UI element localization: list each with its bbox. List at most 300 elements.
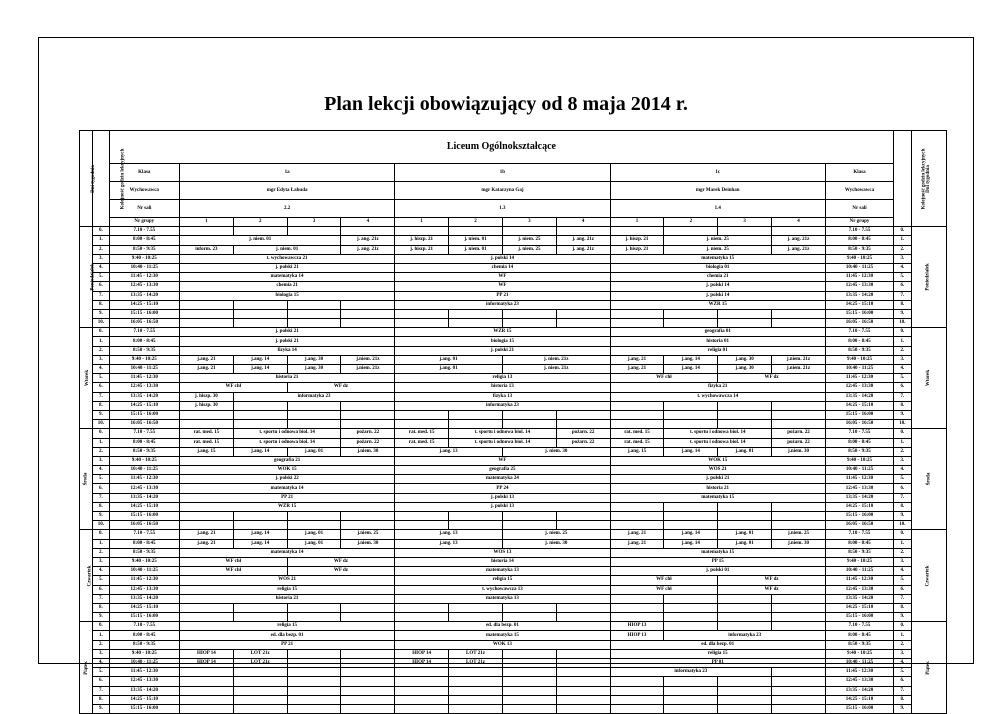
lesson-cell: PP 21 — [179, 493, 394, 502]
empty-cell — [341, 695, 395, 704]
empty-cell — [556, 603, 610, 612]
period-number: 7. — [93, 686, 109, 695]
lesson-cell: j. niem. 25 — [664, 236, 772, 245]
period-number-right: 5. — [894, 273, 912, 282]
lesson-cell: matematyka 15 — [610, 548, 825, 557]
empty-cell — [610, 309, 664, 318]
empty-cell — [341, 512, 395, 521]
empty-cell — [179, 603, 233, 612]
period-number: 8. — [93, 300, 109, 309]
lesson-cell: WF chł — [179, 383, 287, 392]
empty-cell — [395, 613, 449, 622]
lesson-cell: ed. dla bezp. 01 — [610, 640, 825, 649]
day-name-right-text: Środa — [925, 472, 931, 486]
header-nr-grupy: Nr grupy — [109, 218, 179, 227]
lesson-cell: j.ang. 21 — [610, 539, 664, 548]
empty-cell — [395, 704, 449, 713]
header-nr-sali: Nr sali — [109, 200, 179, 218]
period-number-right: 3. — [894, 254, 912, 263]
lesson-cell: LOT 21z — [449, 659, 503, 668]
period-number: 3. — [93, 355, 109, 364]
empty-cell — [718, 686, 772, 695]
period-number: 6. — [93, 383, 109, 392]
period-time-right: 13:35 - 14:20 — [825, 686, 893, 695]
lesson-cell: pożarn. 22 — [341, 429, 395, 438]
lesson-cell: WF dz — [718, 585, 826, 594]
lesson-cell: j. niem. 30 — [502, 539, 610, 548]
lesson-cell: j.niem. 30 — [341, 447, 395, 456]
period-time-right: 11:45 - 12:30 — [825, 576, 893, 585]
empty-cell — [610, 512, 664, 521]
empty-cell — [556, 704, 610, 713]
lesson-cell: ed. dla bezp. 01 — [395, 622, 610, 631]
period-time: 12:45 - 13:30 — [109, 677, 179, 686]
period-time-right: 16:05 - 16:50 — [825, 420, 893, 429]
lesson-cell: WF — [395, 456, 610, 465]
period-number-right: 9. — [894, 410, 912, 419]
empty-cell — [610, 686, 664, 695]
lesson-cell: WF — [395, 282, 610, 291]
day-name-right-text: Wtorek — [925, 370, 931, 387]
period-time-right: 11:45 - 12:30 — [825, 374, 893, 383]
period-number-right: 3. — [894, 557, 912, 566]
empty-cell — [395, 521, 449, 530]
period-time-right: 15:15 - 16:00 — [825, 410, 893, 419]
empty-cell — [449, 521, 503, 530]
period-time: 8:00 - 8:45 — [109, 539, 179, 548]
period-number: 9. — [93, 410, 109, 419]
period-time: 8:00 - 8:45 — [109, 236, 179, 245]
lesson-cell: inform. 23 — [179, 245, 233, 254]
period-time: 16:05 - 16:50 — [109, 521, 179, 530]
day-column-label-right — [911, 131, 946, 227]
lesson-cell: j.ang. 30 — [287, 355, 341, 364]
empty-cell — [449, 695, 503, 704]
empty-cell — [449, 512, 503, 521]
lesson-cell: j.ang. 21 — [179, 365, 233, 374]
period-time: 8:50 - 9:35 — [109, 447, 179, 456]
lesson-cell: WŻR 15 — [395, 328, 610, 337]
empty-cell — [287, 649, 341, 658]
empty-cell — [556, 649, 610, 658]
period-number-right: 1. — [894, 631, 912, 640]
lesson-cell: j. niem. 21z — [502, 355, 610, 364]
lesson-cell: biologia 15 — [179, 291, 394, 300]
period-time: 12:45 - 13:30 — [109, 383, 179, 392]
period-time-right: 16:05 - 16:50 — [825, 521, 893, 530]
period-time-right: 14:25 - 15:10 — [825, 603, 893, 612]
empty-cell — [233, 521, 287, 530]
lesson-cell: j. polski 13 — [395, 502, 610, 511]
period-number-right: 1. — [894, 337, 912, 346]
empty-cell — [502, 512, 556, 521]
empty-cell — [772, 521, 826, 530]
day-name-text: Wtorek — [85, 370, 91, 387]
lesson-cell: j.niem. 30 — [772, 447, 826, 456]
period-number-right: 8. — [894, 300, 912, 309]
period-time: 9:40 - 10:25 — [109, 254, 179, 263]
empty-cell — [556, 227, 610, 236]
lesson-cell: j. hiszp. 21 — [610, 245, 664, 254]
group-number: 1 — [395, 218, 449, 227]
period-number-right: 6. — [894, 677, 912, 686]
empty-cell — [664, 695, 718, 704]
period-number-right: 8. — [894, 603, 912, 612]
period-number: 9. — [93, 309, 109, 318]
period-number: 4. — [93, 263, 109, 272]
empty-cell — [664, 677, 718, 686]
lesson-cell: j.ang. 14 — [664, 530, 718, 539]
period-number-right: 9. — [894, 613, 912, 622]
lesson-cell: informatyka 23 — [395, 300, 610, 309]
lesson-cell: WF dz — [718, 576, 826, 585]
empty-cell — [287, 521, 341, 530]
day-name-text: Poniedziałek — [90, 263, 96, 291]
period-time: 7.10 - 7.55 — [109, 429, 179, 438]
empty-cell — [233, 410, 287, 419]
school-name: Liceum Ogólnokształcące — [109, 131, 894, 164]
empty-cell — [395, 227, 449, 236]
empty-cell — [287, 512, 341, 521]
lesson-cell: t. sportu i odnowa biol. 14 — [449, 429, 557, 438]
period-time-right: 13:35 - 14:20 — [825, 291, 893, 300]
empty-cell — [395, 420, 449, 429]
lesson-cell: j. polski 14 — [610, 282, 825, 291]
period-number-right: 1. — [894, 438, 912, 447]
lesson-cell: HIOP 14 — [395, 659, 449, 668]
empty-cell — [664, 603, 718, 612]
period-number: 6. — [93, 282, 109, 291]
day-name — [80, 530, 93, 622]
period-time: 8:00 - 8:45 — [109, 337, 179, 346]
lesson-cell: historia 21 — [610, 484, 825, 493]
empty-cell — [664, 594, 718, 603]
period-number: 6. — [93, 585, 109, 594]
lesson-cell: j. polski 21 — [179, 328, 394, 337]
period-time-right: 10:40 - 11:25 — [825, 567, 893, 576]
day-name-right-text: Poniedziałek — [925, 263, 931, 291]
period-time: 13:35 - 14:20 — [109, 686, 179, 695]
period-number: 5. — [93, 273, 109, 282]
empty-cell — [556, 695, 610, 704]
period-number-right: 3. — [894, 456, 912, 465]
group-number: 4 — [556, 218, 610, 227]
lesson-cell: j.ang. 13 — [395, 530, 503, 539]
period-time-right: 9:40 - 10:25 — [825, 557, 893, 566]
period-number: 4. — [93, 466, 109, 475]
group-number: 3 — [502, 218, 556, 227]
period-time-right: 14:25 - 15:10 — [825, 401, 893, 410]
empty-cell — [233, 300, 287, 309]
period-number-right: 2. — [894, 640, 912, 649]
period-number: 5. — [93, 374, 109, 383]
empty-cell — [449, 677, 503, 686]
period-number-right: 9. — [894, 704, 912, 713]
empty-cell — [664, 502, 718, 511]
page-title: Plan lekcji obowiązujący od 8 maja 2014 r. — [324, 93, 688, 115]
empty-cell — [556, 309, 610, 318]
lesson-cell: PP 01 — [610, 659, 825, 668]
day-name-right-text: Czwartek — [925, 565, 931, 587]
period-number-right: 9. — [894, 512, 912, 521]
period-number: 4. — [93, 659, 109, 668]
lesson-cell: j. hiszp. 21 — [395, 236, 449, 245]
period-number: 1. — [93, 236, 109, 245]
lesson-cell: rat. med. 15 — [179, 429, 233, 438]
period-time-right: 8:00 - 8:45 — [825, 438, 893, 447]
empty-cell — [664, 227, 718, 236]
lesson-cell: fizyka 13 — [395, 392, 610, 401]
empty-cell — [610, 420, 664, 429]
period-time: 7.10 - 7.55 — [109, 227, 179, 236]
empty-cell — [772, 622, 826, 631]
empty-cell — [179, 420, 233, 429]
lesson-cell: matematyka 14 — [179, 273, 394, 282]
lesson-cell: j.ang. 21 — [179, 355, 233, 364]
empty-cell — [341, 410, 395, 419]
empty-cell — [664, 704, 718, 713]
empty-cell — [233, 668, 287, 677]
period-time-right: 15:15 - 16:00 — [825, 309, 893, 318]
lesson-cell: WF chł — [179, 567, 287, 576]
period-number-right: 10. — [894, 420, 912, 429]
empty-cell — [449, 603, 503, 612]
empty-cell — [718, 613, 772, 622]
empty-cell — [664, 613, 718, 622]
empty-cell — [179, 704, 233, 713]
day-name — [80, 227, 96, 328]
period-number-right: 3. — [894, 355, 912, 364]
empty-cell — [610, 401, 664, 410]
lesson-cell: religia 15 — [610, 649, 825, 658]
period-time-right: 15:15 - 16:00 — [825, 704, 893, 713]
empty-cell — [556, 420, 610, 429]
day-name-right — [911, 530, 946, 622]
lesson-cell: WŻR 15 — [179, 502, 394, 511]
empty-cell — [610, 594, 664, 603]
empty-cell — [718, 603, 772, 612]
empty-cell — [341, 704, 395, 713]
group-number: 3 — [718, 218, 772, 227]
period-time: 15:15 - 16:00 — [109, 704, 179, 713]
period-time-right: 16:05 - 16:50 — [825, 319, 893, 328]
class-name: 1a — [179, 164, 394, 182]
period-number: 10. — [93, 319, 109, 328]
empty-cell — [556, 677, 610, 686]
lesson-cell: t. sportu i odnowa biol. 14 — [233, 429, 341, 438]
class-teacher: mgr Marek Deinhan — [610, 182, 825, 200]
lesson-cell: j. ang. 21z — [341, 245, 395, 254]
period-number: 1. — [93, 539, 109, 548]
period-time: 16:05 - 16:50 — [109, 420, 179, 429]
empty-cell — [341, 420, 395, 429]
period-time: 9:40 - 10:25 — [109, 355, 179, 364]
empty-cell — [502, 410, 556, 419]
lesson-cell: t. sportu i odnowa biol. 14 — [664, 429, 772, 438]
empty-cell — [772, 686, 826, 695]
period-time-right: 9:40 - 10:25 — [825, 355, 893, 364]
period-number-right: 8. — [894, 502, 912, 511]
lesson-cell: historia 01 — [610, 337, 825, 346]
group-number: 2 — [233, 218, 287, 227]
period-number-right: 6. — [894, 585, 912, 594]
empty-cell — [610, 603, 664, 612]
period-column-label-right-text: Kolejność godzin lekcyjnych — [921, 148, 927, 210]
empty-cell — [718, 695, 772, 704]
empty-cell — [233, 512, 287, 521]
lesson-cell: j. niem. 01 — [449, 236, 503, 245]
period-number: 4. — [93, 567, 109, 576]
period-number: 2. — [93, 245, 109, 254]
period-time: 11:45 - 12:30 — [109, 374, 179, 383]
period-time-right: 7.10 - 7.55 — [825, 530, 893, 539]
period-time-right: 12:45 - 13:30 — [825, 585, 893, 594]
period-time-right: 13:35 - 14:20 — [825, 392, 893, 401]
period-time-right: 10:40 - 11:25 — [825, 659, 893, 668]
day-name — [80, 429, 93, 530]
period-number-right: 4. — [894, 263, 912, 272]
lesson-cell: j. niem. 30 — [502, 447, 610, 456]
lesson-cell: rat. med. 15 — [395, 438, 449, 447]
empty-cell — [449, 319, 503, 328]
period-time-right: 11:45 - 12:30 — [825, 668, 893, 677]
lesson-cell: j. ang. 21z — [341, 236, 395, 245]
lesson-cell: matematyka 24 — [395, 475, 610, 484]
day-name-right — [911, 328, 946, 429]
period-number-right: 2. — [894, 548, 912, 557]
period-number: 8. — [93, 603, 109, 612]
period-number: 9. — [93, 613, 109, 622]
period-number: 2. — [93, 548, 109, 557]
lesson-cell: biologia 15 — [395, 337, 610, 346]
lesson-cell: j.ang. 14 — [233, 447, 287, 456]
lesson-cell: LOT 21z — [449, 649, 503, 658]
empty-cell — [395, 410, 449, 419]
lesson-cell: j.ang. 21 — [610, 365, 664, 374]
empty-cell — [556, 410, 610, 419]
lesson-cell: religia 15 — [395, 576, 610, 585]
day-name-text: Środa — [83, 472, 89, 486]
empty-cell — [502, 603, 556, 612]
empty-cell — [772, 420, 826, 429]
empty-cell — [395, 319, 449, 328]
lesson-cell: j. hiszp. 30 — [179, 401, 233, 410]
period-time: 10:40 - 11:25 — [109, 659, 179, 668]
period-time-right: 8:00 - 8:45 — [825, 539, 893, 548]
lesson-cell: j.ang. 14 — [233, 530, 287, 539]
empty-cell — [395, 677, 449, 686]
lesson-cell: WF chł — [610, 576, 718, 585]
period-time-right: 10:40 - 11:25 — [825, 466, 893, 475]
lesson-cell: WF dz — [287, 383, 395, 392]
empty-cell — [772, 502, 826, 511]
empty-cell — [233, 677, 287, 686]
day-name-right-text: Piątek — [925, 660, 931, 675]
period-time: 14:25 - 15:10 — [109, 695, 179, 704]
header-wychowawca-right: Wychowawca — [825, 182, 893, 200]
empty-cell — [449, 668, 503, 677]
lesson-cell: j.niem. 21z — [341, 355, 395, 364]
lesson-cell: j. hiszp. 30 — [179, 392, 233, 401]
period-time-right: 13:35 - 14:20 — [825, 594, 893, 603]
period-number-right: 2. — [894, 346, 912, 355]
lesson-cell: j.ang. 14 — [233, 539, 287, 548]
lesson-cell: j. niem. 01 — [233, 245, 341, 254]
period-time-right: 9:40 - 10:25 — [825, 254, 893, 263]
empty-cell — [664, 622, 718, 631]
period-time: 15:15 - 16:00 — [109, 309, 179, 318]
period-time: 8:00 - 8:45 — [109, 438, 179, 447]
empty-cell — [341, 300, 395, 309]
period-number: 1. — [93, 337, 109, 346]
empty-cell — [556, 512, 610, 521]
empty-cell — [772, 512, 826, 521]
period-number-right: 1. — [894, 539, 912, 548]
lesson-cell: historia 21 — [179, 374, 394, 383]
period-time: 14:25 - 15:10 — [109, 603, 179, 612]
period-number: 0. — [93, 429, 109, 438]
empty-cell — [664, 512, 718, 521]
day-name-text: Piątek — [83, 660, 89, 675]
empty-cell — [664, 410, 718, 419]
empty-cell — [233, 704, 287, 713]
period-time: 12:45 - 13:30 — [109, 282, 179, 291]
lesson-cell: j. ang. 21z — [556, 236, 610, 245]
empty-cell — [341, 613, 395, 622]
empty-cell — [233, 227, 287, 236]
empty-cell — [179, 686, 233, 695]
lesson-cell: geografia 01 — [610, 328, 825, 337]
lesson-cell: WF dz — [287, 557, 395, 566]
lesson-cell: j. ang. 21z — [772, 236, 826, 245]
empty-cell — [233, 319, 287, 328]
period-time-right: 9:40 - 10:25 — [825, 456, 893, 465]
empty-cell — [502, 521, 556, 530]
empty-cell — [287, 695, 341, 704]
empty-cell — [664, 319, 718, 328]
lesson-cell: j.ang. 21 — [610, 355, 664, 364]
period-time: 12:45 - 13:30 — [109, 585, 179, 594]
period-number: 8. — [93, 695, 109, 704]
lesson-cell: WOK 15 — [610, 456, 825, 465]
empty-cell — [610, 695, 664, 704]
lesson-cell: geografia 25 — [395, 466, 610, 475]
empty-cell — [287, 319, 341, 328]
period-number-right: 2. — [894, 447, 912, 456]
period-number: 3. — [93, 649, 109, 658]
empty-cell — [772, 668, 826, 677]
period-time: 16:05 - 16:50 — [109, 319, 179, 328]
empty-cell — [502, 613, 556, 622]
empty-cell — [341, 521, 395, 530]
empty-cell — [341, 668, 395, 677]
period-number-right: 0. — [894, 328, 912, 337]
period-number: 0. — [93, 328, 109, 337]
lesson-cell: j.niem. 21z — [341, 365, 395, 374]
period-number: 1. — [93, 631, 109, 640]
header-klasa: Klasa — [109, 164, 179, 182]
empty-cell — [772, 227, 826, 236]
lesson-cell: j. niem. 25 — [502, 245, 556, 254]
empty-cell — [772, 695, 826, 704]
lesson-cell: WF chł — [179, 557, 287, 566]
group-number: 4 — [341, 218, 395, 227]
period-number: 5. — [93, 475, 109, 484]
empty-cell — [502, 668, 556, 677]
empty-cell — [395, 695, 449, 704]
empty-cell — [395, 512, 449, 521]
lesson-cell: j. hiszp. 21 — [610, 236, 664, 245]
